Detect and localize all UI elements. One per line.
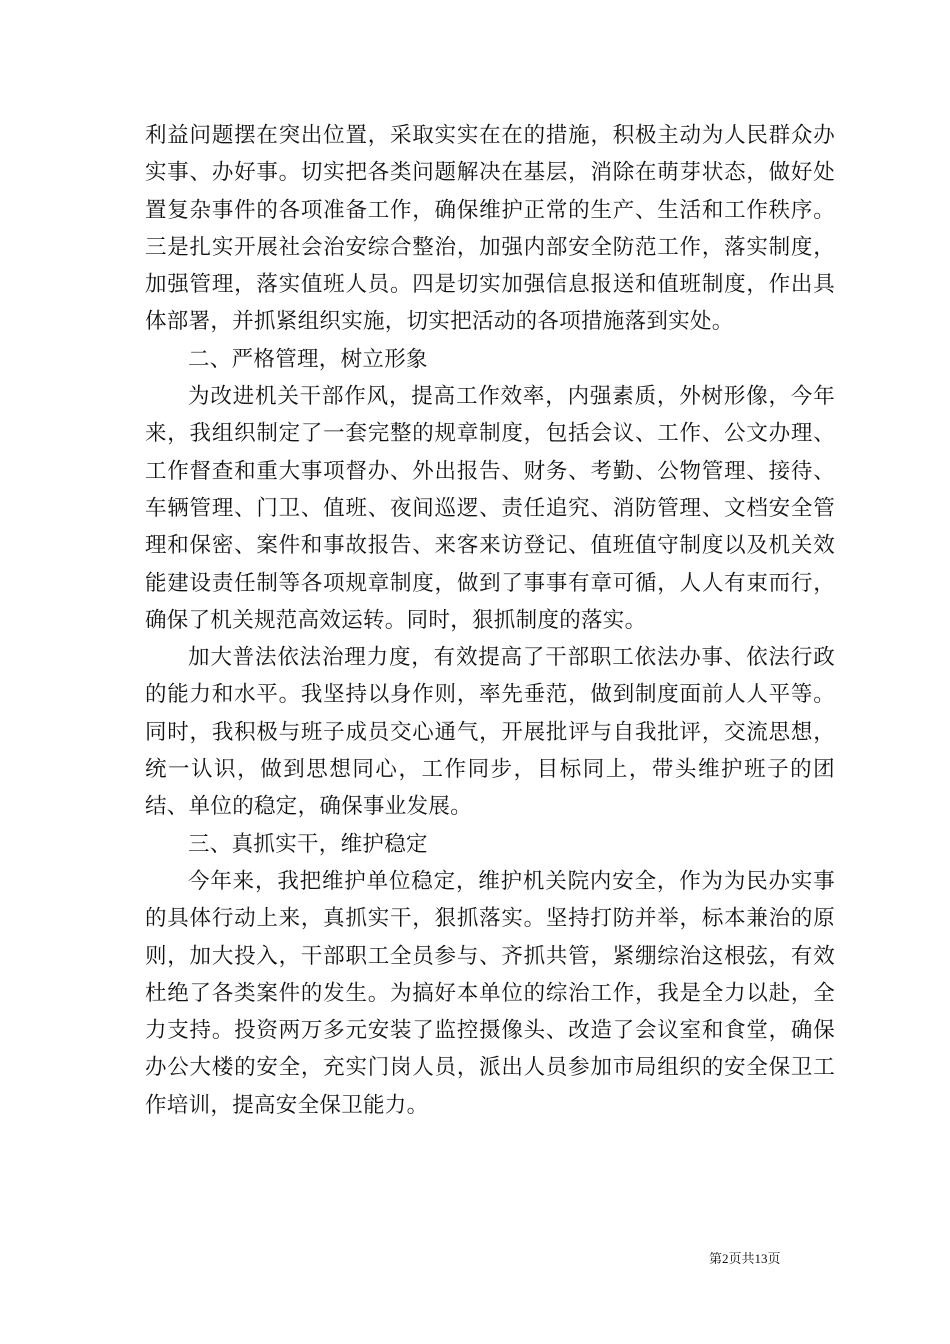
paragraph: 今年来，我把维护单位稳定，维护机关院内安全，作为为民办实事的具体行动上来，真抓实干，狠抓落实。坚持打防并举，标本兼治的原则，加大投入，干部职工全员参与、齐抓共管，紧绷综治这根弦，有效杜绝了各类案件的发生。为搞好本单位的综治工作，我是全力以赴，全力支持。投资两万多元安装了监控摄像头、改造了会议室和食堂，确保办公大楼的安全，充实门岗人员，派出人员参加市局组织的安全保卫工作培训，提高安全保卫能力。 [145, 868, 835, 1118]
paragraph: 加大普法依法治理力度，有效提高了干部职工依法办事、依法行政的能力和水平。我坚持以身作则，率先垂范，做到制度面前人人平等。同时，我积极与班子成员交心通气，开展批评与自我批评，交流思想，统一认识，做到思想同心，工作同步，目标同上，带头维护班子的团结、单位的稳定，确保事业发展。 [145, 645, 835, 820]
footer-suffix: 页 [767, 1252, 781, 1267]
footer-middle: 页共 [728, 1252, 755, 1267]
paragraph: 为改进机关干部作风，提高工作效率，内强素质，外树形像，今年来，我组织制定了一套完整的规章制度，包括会议、工作、公文办理、工作督查和重大事项督办、外出报告、财务、考勤、公物管理、接待、车辆管理、门卫、值班、夜间巡逻、责任追究、消防管理、文档安全管理和保密、案件和事故报告、来客来访登记、值班值守制度以及机关效能建设责任制等各项规章制度，做到了事事有章可循，人人有束而行，确保了机关规范高效运转。同时，狠抓制度的落实。 [145, 384, 835, 633]
section-heading: 二、严格管理，树立形象 [188, 346, 428, 372]
footer-prefix: 第 [709, 1252, 723, 1267]
document-body [145, 117, 835, 1124]
section-heading: 三、真抓实干，维护稳定 [188, 831, 428, 857]
paragraph-continuation: 利益问题摆在突出位置，采取实实在在的措施，积极主动为人民群众办实事、办好事。切实把各类问题解决在基层，消除在萌芽状态，做好处置复杂事件的各项准备工作，确保维护正常的生产、生活和工作秩序。三是扎实开展社会治安综合整治，加强内部安全防范工作，落实制度，加强管理，落实值班人员。四是切实加强信息报送和值班制度，作出具体部署，并抓紧组织实施，切实把活动的各项措施落到实处。 [145, 123, 835, 335]
current-page-number: 2 [722, 1251, 729, 1266]
total-pages-number: 13 [754, 1251, 768, 1266]
page-number-footer [709, 1248, 781, 1267]
